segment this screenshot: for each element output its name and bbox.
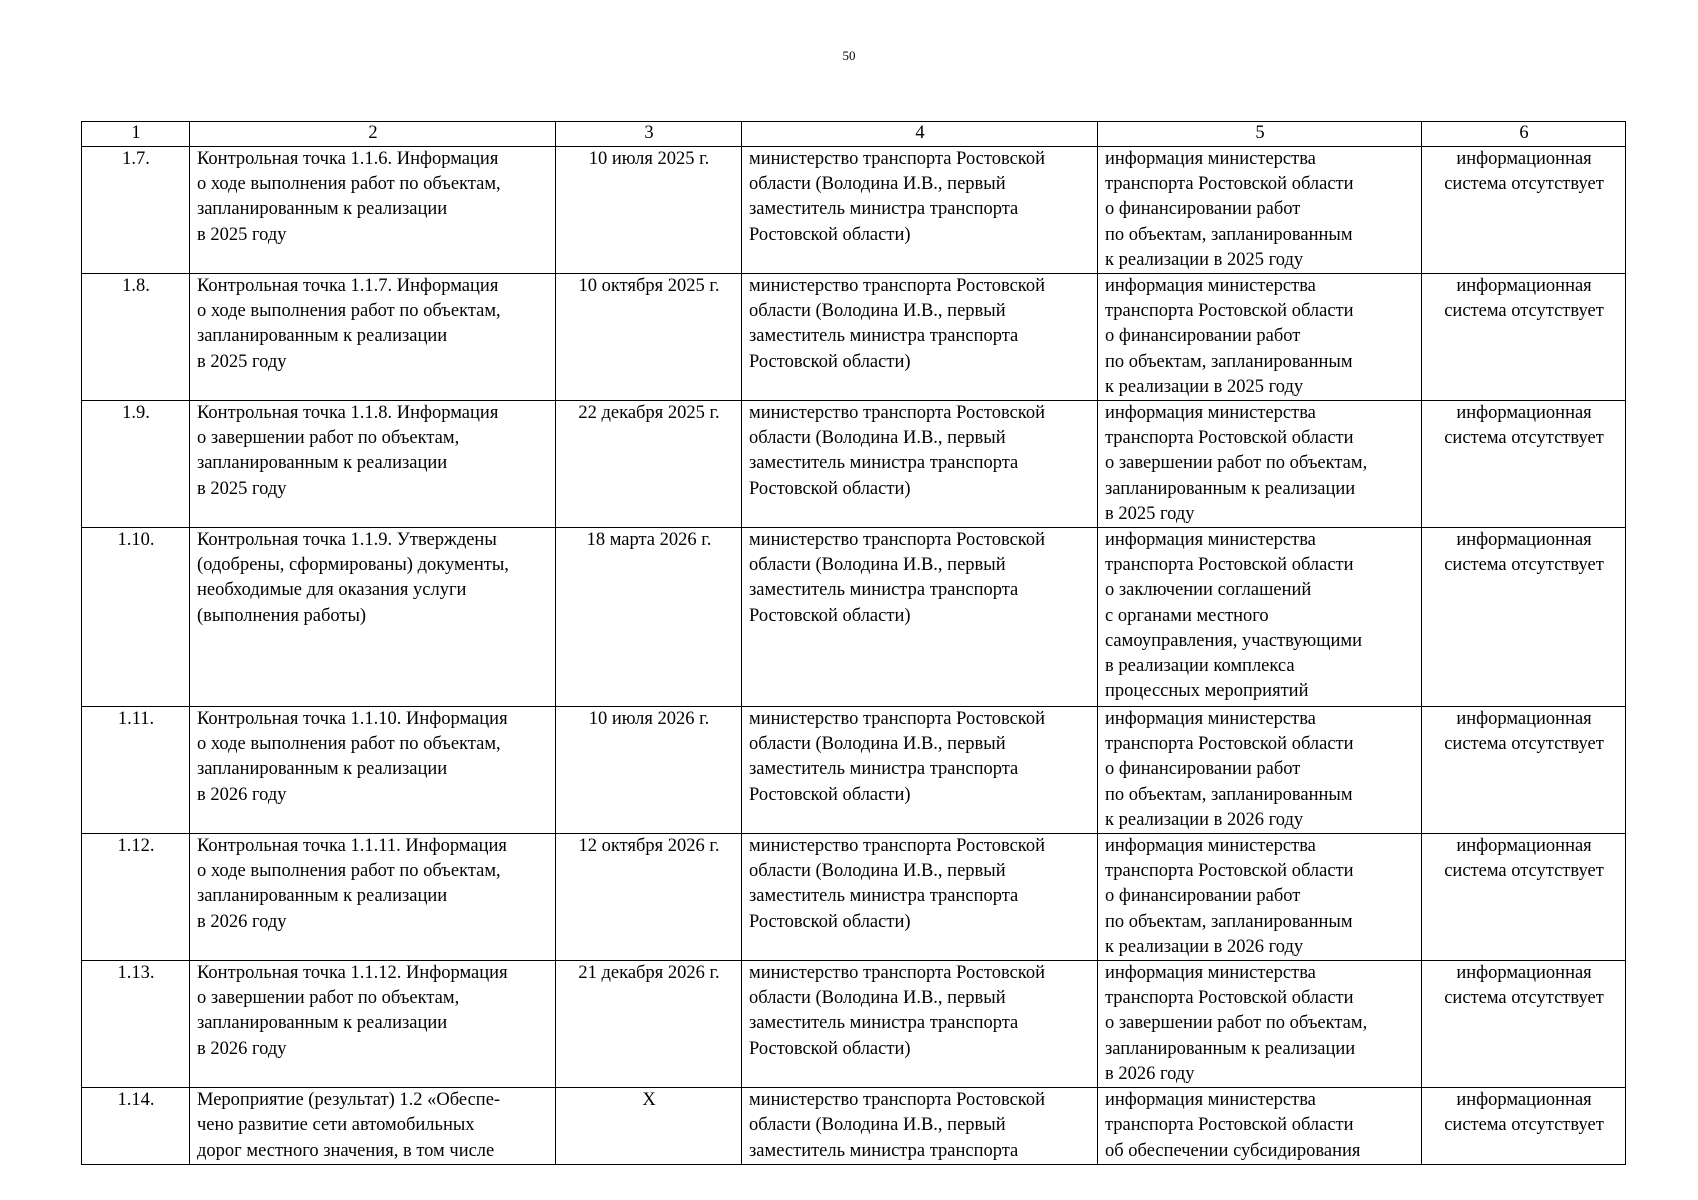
cell-text-line: запланированным к реализации [197,199,448,220]
cell-text-line: транспорта Ростовской области [1105,1115,1354,1136]
cell-text-line: информационная [1456,709,1592,730]
cell-text-line: о ходе выполнения работ по объектам, [197,301,501,322]
cell-text-line: заместитель министра транспорта [749,886,1019,907]
cell-text-line: информация министерства [1105,276,1316,297]
table-row [82,961,1626,1088]
cell-text-line: система отсутствует [1444,174,1604,195]
cell-text-line: Ростовской области) [749,605,911,626]
cell-text-line: транспорта Ростовской области [1105,174,1354,195]
row-number-cell: 1.12. [82,834,190,961]
responsible-executor-cell [742,1088,1098,1165]
information-system-cell [1422,401,1626,528]
row-number-cell: 1.7. [82,147,190,274]
responsible-executor-cell [742,834,1098,961]
cell-text-line: Ростовской области) [749,478,911,499]
table-body [82,147,1626,1165]
cell-text-line: в 2025 году [1105,503,1195,524]
cell-text-line: Мероприятие (результат) 1.2 «Обеспе- [197,1090,501,1111]
cell-text-line: информационная [1456,963,1592,984]
deadline-date-cell: 12 октября 2026 г. [556,834,742,961]
cell-text-line: информация министерства [1105,836,1316,857]
cell-text-line: в 2026 году [1105,1063,1195,1084]
cell-text-line: в 2025 году [197,224,287,245]
responsible-executor-cell [742,528,1098,707]
control-point-name-cell [190,528,556,707]
cell-text-line: о финансировании работ [1105,199,1301,220]
cell-text-line: система отсутствует [1444,861,1604,882]
cell-text-line: самоуправления, участвующими [1105,630,1362,651]
information-system-cell [1422,528,1626,707]
row-number-cell: 1.9. [82,401,190,528]
cell-text-line: информация министерства [1105,1090,1316,1111]
cell-text-line: по объектам, запланированным [1105,784,1353,805]
deadline-date-cell: 21 декабря 2026 г. [556,961,742,1088]
table-row [82,528,1626,707]
information-system-cell [1422,707,1626,834]
cell-text-line: информационная [1456,530,1592,551]
cell-text-line: области (Володина И.В., первый [749,1115,1006,1136]
deadline-date-cell: 18 марта 2026 г. [556,528,742,707]
cell-text-line: запланированным к реализации [1105,1038,1356,1059]
confirming-document-cell [1098,1088,1422,1165]
cell-text-line: запланированным к реализации [197,1013,448,1034]
cell-text-line: система отсутствует [1444,301,1604,322]
cell-text-line: информационная [1456,836,1592,857]
cell-text-line: Ростовской области) [749,911,911,932]
information-system-cell [1422,147,1626,274]
cell-text-line: заместитель министра транспорта [749,1013,1019,1034]
cell-text-line: о завершении работ по объектам, [1105,1013,1368,1034]
column-header: 2 [190,122,556,147]
deadline-date-cell: 10 июля 2025 г. [556,147,742,274]
cell-text-line: министерство транспорта Ростовской [749,403,1046,424]
cell-text-line: информация министерства [1105,530,1316,551]
cell-text-line: по объектам, запланированным [1105,351,1353,372]
column-header: 5 [1098,122,1422,147]
cell-text-line: к реализации в 2026 году [1105,936,1304,957]
deadline-date-cell: 10 октября 2025 г. [556,274,742,401]
cell-text-line: Ростовской области) [749,224,911,245]
cell-text-line: заместитель министра транспорта [749,580,1019,601]
table-row [82,834,1626,961]
deadline-date-cell: 22 декабря 2025 г. [556,401,742,528]
cell-text-line: Контрольная точка 1.1.6. Информация [197,149,499,169]
row-number-cell: 1.10. [82,528,190,707]
cell-text-line: заместитель министра транспорта [749,1140,1019,1161]
deadline-date-cell: 10 июля 2026 г. [556,707,742,834]
row-number-cell: 1.13. [82,961,190,1088]
information-system-cell [1422,274,1626,401]
cell-text-line: министерство транспорта Ростовской [749,149,1046,169]
row-number-cell: 1.11. [82,707,190,834]
cell-text-line: области (Володина И.В., первый [749,428,1006,449]
information-system-cell [1422,961,1626,1088]
control-point-name-cell [190,961,556,1088]
cell-text-line: Контрольная точка 1.1.8. Информация [197,403,499,424]
cell-text-line: заместитель министра транспорта [749,326,1019,347]
confirming-document-cell [1098,274,1422,401]
table-row [82,274,1626,401]
cell-text-line: в 2025 году [197,351,287,372]
table-header-row [82,122,1626,147]
page-number: 50 [842,48,856,63]
cell-text-line: запланированным к реализации [197,326,448,347]
cell-text-line: информационная [1456,403,1592,424]
responsible-executor-cell [742,401,1098,528]
cell-text-line: транспорта Ростовской области [1105,301,1354,322]
cell-text-line: Ростовской области) [749,1038,911,1059]
table-row [82,401,1626,528]
cell-text-line: чено развитие сети автомобильных [197,1115,475,1136]
column-header: 6 [1422,122,1626,147]
cell-text-line: необходимые для оказания услуги [197,580,467,601]
cell-text-line: в 2026 году [197,784,287,805]
cell-text-line: информационная [1456,149,1592,169]
row-number-cell: 1.14. [82,1088,190,1165]
cell-text-line: дорог местного значения, в том числе [197,1140,495,1161]
control-point-name-cell [190,274,556,401]
cell-text-line: информационная [1456,276,1592,297]
cell-text-line: заместитель министра транспорта [749,453,1019,474]
cell-text-line: процессных мероприятий [1105,681,1309,702]
cell-text-line: области (Володина И.В., первый [749,555,1006,576]
cell-text-line: транспорта Ростовской области [1105,861,1354,882]
cell-text-line: об обеспечении субсидирования [1105,1140,1361,1161]
cell-text-line: к реализации в 2025 году [1105,249,1304,270]
cell-text-line: о финансировании работ [1105,886,1301,907]
cell-text-line: о финансировании работ [1105,759,1301,780]
cell-text-line: запланированным к реализации [197,886,448,907]
cell-text-line: области (Володина И.В., первый [749,174,1006,195]
cell-text-line: о ходе выполнения работ по объектам, [197,734,501,755]
cell-text-line: к реализации в 2026 году [1105,809,1304,830]
cell-text-line: о завершении работ по объектам, [197,428,460,449]
cell-text-line: в 2025 году [197,478,287,499]
cell-text-line: о завершении работ по объектам, [197,988,460,1009]
column-header: 4 [742,122,1098,147]
information-system-cell [1422,1088,1626,1165]
cell-text-line: о ходе выполнения работ по объектам, [197,174,501,195]
cell-text-line: с органами местного [1105,605,1269,626]
cell-text-line: в реализации комплекса [1105,656,1295,677]
cell-text-line: по объектам, запланированным [1105,224,1353,245]
cell-text-line: Контрольная точка 1.1.9. Утверждены [197,530,497,551]
cell-text-line: система отсутствует [1444,734,1604,755]
control-point-name-cell [190,707,556,834]
row-number-cell: 1.8. [82,274,190,401]
cell-text-line: система отсутствует [1444,1115,1604,1136]
cell-text-line: информация министерства [1105,963,1316,984]
cell-text-line: министерство транспорта Ростовской [749,530,1046,551]
responsible-executor-cell [742,274,1098,401]
confirming-document-cell [1098,707,1422,834]
cell-text-line: по объектам, запланированным [1105,911,1353,932]
cell-text-line: запланированным к реализации [1105,478,1356,499]
cell-text-line: о финансировании работ [1105,326,1301,347]
cell-text-line: области (Володина И.В., первый [749,734,1006,755]
cell-text-line: информация министерства [1105,403,1316,424]
cell-text-line: области (Володина И.В., первый [749,861,1006,882]
cell-text-line: Контрольная точка 1.1.10. Информация [197,709,508,730]
control-point-name-cell [190,401,556,528]
cell-text-line: запланированным к реализации [197,453,448,474]
cell-text-line: транспорта Ростовской области [1105,734,1354,755]
cell-text-line: Контрольная точка 1.1.12. Информация [197,963,508,984]
cell-text-line: в 2026 году [197,911,287,932]
cell-text-line: (одобрены, сформированы) документы, [197,555,509,576]
cell-text-line: транспорта Ростовской области [1105,428,1354,449]
cell-text-line: информационная [1456,1090,1592,1111]
cell-text-line: в 2026 году [197,1038,287,1059]
cell-text-line: о заключении соглашений [1105,580,1312,601]
responsible-executor-cell [742,707,1098,834]
information-system-cell [1422,834,1626,961]
cell-text-line: министерство транспорта Ростовской [749,963,1046,984]
table-row [82,1088,1626,1165]
column-header: 3 [556,122,742,147]
cell-text-line: (выполнения работы) [197,605,367,626]
cell-text-line: информация министерства [1105,709,1316,730]
cell-text-line: система отсутствует [1444,428,1604,449]
cell-text-line: о ходе выполнения работ по объектам, [197,861,501,882]
cell-text-line: области (Володина И.В., первый [749,988,1006,1009]
cell-text-line: Ростовской области) [749,351,911,372]
confirming-document-cell [1098,961,1422,1088]
cell-text-line: Контрольная точка 1.1.7. Информация [197,276,499,297]
table-row [82,707,1626,834]
cell-text-line: министерство транспорта Ростовской [749,1090,1046,1111]
cell-text-line: транспорта Ростовской области [1105,988,1354,1009]
confirming-document-cell [1098,834,1422,961]
responsible-executor-cell [742,961,1098,1088]
cell-text-line: о завершении работ по объектам, [1105,453,1368,474]
cell-text-line: запланированным к реализации [197,759,448,780]
cell-text-line: министерство транспорта Ростовской [749,836,1046,857]
cell-text-line: Контрольная точка 1.1.11. Информация [197,836,507,857]
cell-text-line: министерство транспорта Ростовской [749,276,1046,297]
responsible-executor-cell [742,147,1098,274]
cell-text-line: заместитель министра транспорта [749,759,1019,780]
cell-text-line: транспорта Ростовской области [1105,555,1354,576]
control-point-name-cell [190,147,556,274]
deadline-date-cell: Х [556,1088,742,1165]
confirming-document-cell [1098,528,1422,707]
control-points-table [81,121,1626,1165]
control-point-name-cell [190,834,556,961]
cell-text-line: Ростовской области) [749,784,911,805]
column-header: 1 [82,122,190,147]
cell-text-line: министерство транспорта Ростовской [749,709,1046,730]
confirming-document-cell [1098,147,1422,274]
confirming-document-cell [1098,401,1422,528]
cell-text-line: к реализации в 2025 году [1105,376,1304,397]
control-point-name-cell [190,1088,556,1165]
cell-text-line: области (Володина И.В., первый [749,301,1006,322]
cell-text-line: система отсутствует [1444,555,1604,576]
cell-text-line: информация министерства [1105,149,1316,169]
cell-text-line: заместитель министра транспорта [749,199,1019,220]
cell-text-line: система отсутствует [1444,988,1604,1009]
table-row [82,147,1626,274]
